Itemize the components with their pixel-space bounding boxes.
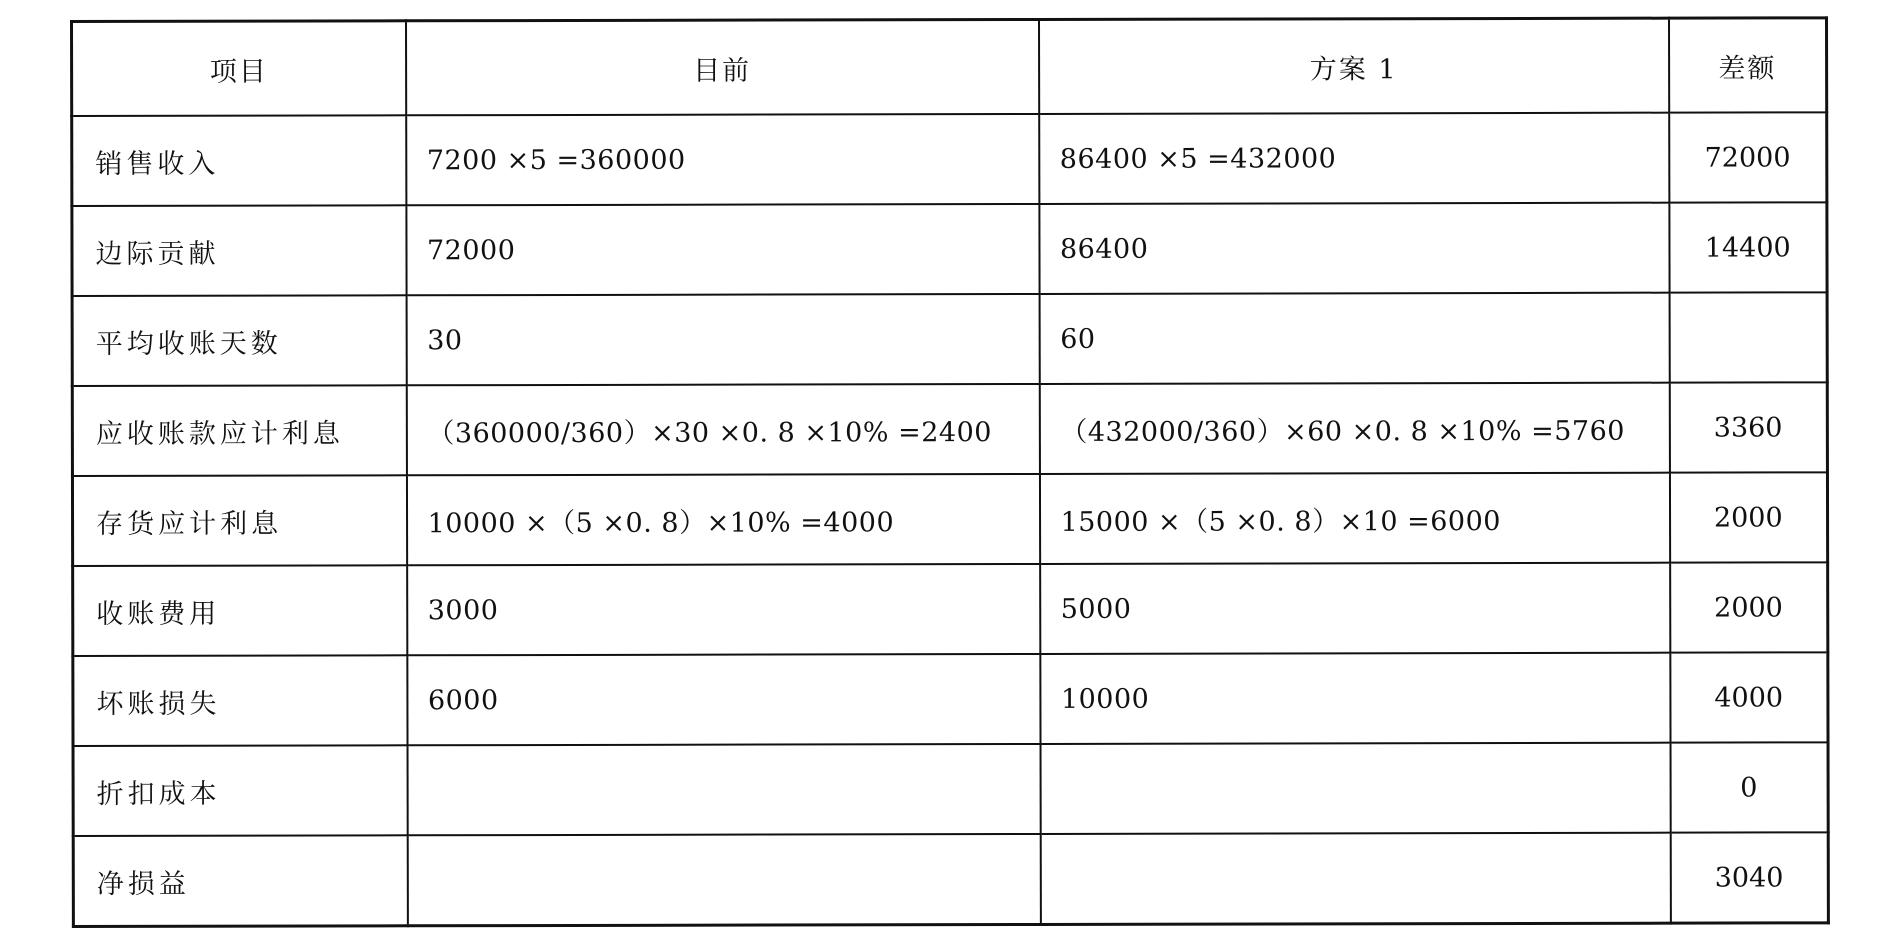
- row-item-cell: 净损益: [73, 835, 407, 926]
- row-item-cell: 折扣成本: [73, 745, 407, 836]
- table-row: [73, 562, 1828, 656]
- row-plan1-cell: （432000/360）×60 ×0. 8 ×10% =5760: [1039, 383, 1669, 474]
- row-current-cell: （360000/360）×30 ×0. 8 ×10% =2400: [406, 384, 1039, 475]
- row-item-cell: 收账费用: [73, 565, 407, 656]
- row-current-cell: 7200 ×5 =360000: [406, 114, 1039, 205]
- row-item-cell: 边际贡献: [72, 205, 406, 296]
- row-diff-cell: 0: [1670, 742, 1828, 832]
- row-diff-cell: 72000: [1669, 112, 1827, 202]
- row-diff-cell: 14400: [1669, 202, 1827, 292]
- table-row: [72, 382, 1827, 476]
- row-plan1-cell: 86400 ×5 =432000: [1039, 113, 1669, 204]
- row-item-cell: 应收账款应计利息: [72, 385, 406, 476]
- row-plan1-cell: 15000 ×（5 ×0. 8）×10 =6000: [1039, 473, 1669, 564]
- row-diff-cell: 3360: [1669, 382, 1827, 472]
- table-row: [72, 112, 1827, 206]
- header-diff: 差额: [1668, 18, 1826, 113]
- row-current-cell: [407, 744, 1040, 835]
- row-plan1-cell: 10000: [1040, 653, 1670, 744]
- row-plan1-cell: [1040, 743, 1670, 834]
- row-item-cell: 坏账损失: [73, 655, 407, 746]
- row-item-cell: 平均收账天数: [72, 295, 406, 386]
- row-current-cell: 3000: [407, 564, 1040, 655]
- row-current-cell: 72000: [406, 204, 1039, 295]
- row-item-cell: 存货应计利息: [72, 475, 406, 566]
- row-current-cell: [407, 834, 1040, 926]
- row-diff-cell: [1669, 292, 1827, 382]
- table-row: [73, 832, 1828, 926]
- row-diff-cell: 2000: [1669, 472, 1827, 562]
- row-plan1-cell: [1040, 833, 1670, 925]
- header-current: 目前: [406, 19, 1039, 115]
- table-row: [72, 202, 1827, 296]
- header-row: [72, 18, 1827, 116]
- row-diff-cell: 3040: [1670, 832, 1828, 923]
- row-diff-cell: 4000: [1670, 652, 1828, 742]
- row-item-cell: 销售收入: [72, 115, 406, 206]
- row-plan1-cell: 86400: [1039, 203, 1669, 294]
- table-row: [73, 652, 1828, 746]
- header-plan1: 方案 1: [1039, 18, 1669, 114]
- row-plan1-cell: 60: [1039, 293, 1669, 384]
- row-plan1-cell: 5000: [1040, 563, 1670, 654]
- header-item: 项目: [72, 21, 406, 116]
- row-current-cell: 6000: [407, 654, 1040, 745]
- table-row: [72, 472, 1827, 566]
- table-row: [73, 742, 1828, 836]
- row-diff-cell: 2000: [1670, 562, 1828, 652]
- credit-policy-table-sheet: [70, 16, 1827, 920]
- row-current-cell: 10000 ×（5 ×0. 8）×10% =4000: [406, 474, 1039, 565]
- credit-policy-comparison-table: [70, 16, 1830, 928]
- row-current-cell: 30: [406, 294, 1039, 385]
- table-row: [72, 292, 1827, 386]
